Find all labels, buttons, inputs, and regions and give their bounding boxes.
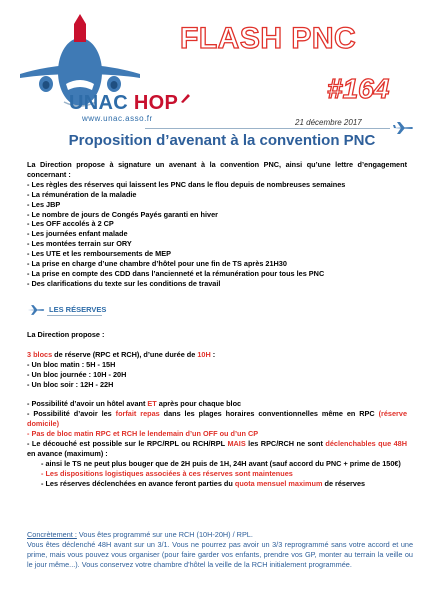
brand-logo-text: UNAC HOP [69, 92, 191, 115]
example-label: Concrètement : [27, 530, 77, 539]
flash-title: FLASH PNC [180, 22, 357, 55]
example-first-line: Concrètement : Vous êtes programmé sur une RCH (10H-20H) / RPL. [27, 530, 253, 539]
header-divider [145, 128, 390, 129]
intro-lead: La Direction propose à signature un avenant à la convention PNC, ainsi qu’une lettre d’engagement concernant : [27, 160, 407, 179]
intro-item: - Les JBP [27, 199, 61, 209]
issue-number: #164 [327, 73, 390, 104]
intro-item: - Les règles des réserves qui laissent les PNC dans le flou depuis de nombreuses semaines [27, 179, 346, 189]
intro-item: - La rémunération de la maladie [27, 189, 137, 199]
section-airplane-icon [27, 304, 45, 316]
sub-item: - Les dispositions logistiques associées à ces réserves sont maintenues [41, 468, 293, 478]
proposes-line: La Direction propose : [27, 330, 105, 339]
website-url[interactable]: www.unac.asso.fr [82, 114, 153, 123]
intro-section [27, 160, 407, 289]
decouche-line: - Le découché est possible sur le RPC/RPL ou RCH/RPL MAIS les RPC/RCH ne sont déclenchables que 48H en avance (maximum) : [27, 438, 407, 458]
hotel-line: - Possibilité d’avoir un hôtel avant ET après pour chaque bloc [27, 399, 242, 409]
reserves-section [27, 330, 407, 488]
intro-item: - La prise en compte des CDD dans l’ancienneté et la rémunération pour tous les PNC [27, 268, 325, 278]
bloc-soir: - Un bloc soir : 12H - 22H [27, 379, 114, 389]
intro-item: - Les journées enfant malade [27, 229, 128, 239]
bloc-matin: - Un bloc matin : 5H - 15H [27, 359, 116, 369]
example-section [27, 530, 413, 570]
issue-date: 21 décembre 2017 [295, 118, 362, 127]
intro-item: - Les montées terrain sur ORY [27, 239, 132, 249]
sub-item: - Les réserves déclenchées en avance feront parties du quota mensuel maximum de réserves [41, 478, 366, 488]
sub-item: - ainsi le TS ne peut plus bouger que de 2H puis de 1H, 24H avant (sauf accord du PNC + prime de 150€) [41, 458, 401, 468]
section-underline [47, 315, 102, 316]
pencil-icon [179, 92, 191, 104]
section-title: LES RÉSERVES [49, 305, 107, 314]
blocks-line: 3 blocs de réserve (RPC et RCH), d’une durée de 10H : [27, 349, 216, 359]
intro-item: - Le nombre de jours de Congés Payés garanti en hiver [27, 209, 218, 219]
pas-matin-line: - Pas de bloc matin RPC et RCH le lendemain d’un OFF ou d’un CP [27, 429, 259, 439]
repas-line: - Possibilité d’avoir les forfait repas dans les plages horaires conventionnelles même en RPC (réserve domicile) [27, 409, 408, 429]
bloc-journee: - Un bloc journée : 10H - 20H [27, 369, 127, 379]
intro-item: - La prise en charge d’une chambre d’hôtel pour une fin de TS après 21H30 [27, 259, 287, 269]
intro-item: - Les OFF accolés à 2 CP [27, 219, 114, 229]
intro-item: - Des clarifications du texte sur les conditions de travail [27, 278, 221, 288]
intro-item: - Les UTE et les remboursements de MEP [27, 249, 171, 259]
page-title: Proposition d’avenant à la convention PNC [68, 132, 376, 149]
example-paragraph: Vous êtes déclenché 48H avant sur un 3/1. Vous ne pourrez pas avoir un 3/3 reprogrammé sans votre accord et une prime, mais vous pouvez vous organiser (pour faire garder vos enfants, prendre vos GP, monter au terrain la veille ou le jour même...). Vous conservez votre chambre d’hôtel la veille de la RCH initialement programmée. [27, 539, 413, 569]
